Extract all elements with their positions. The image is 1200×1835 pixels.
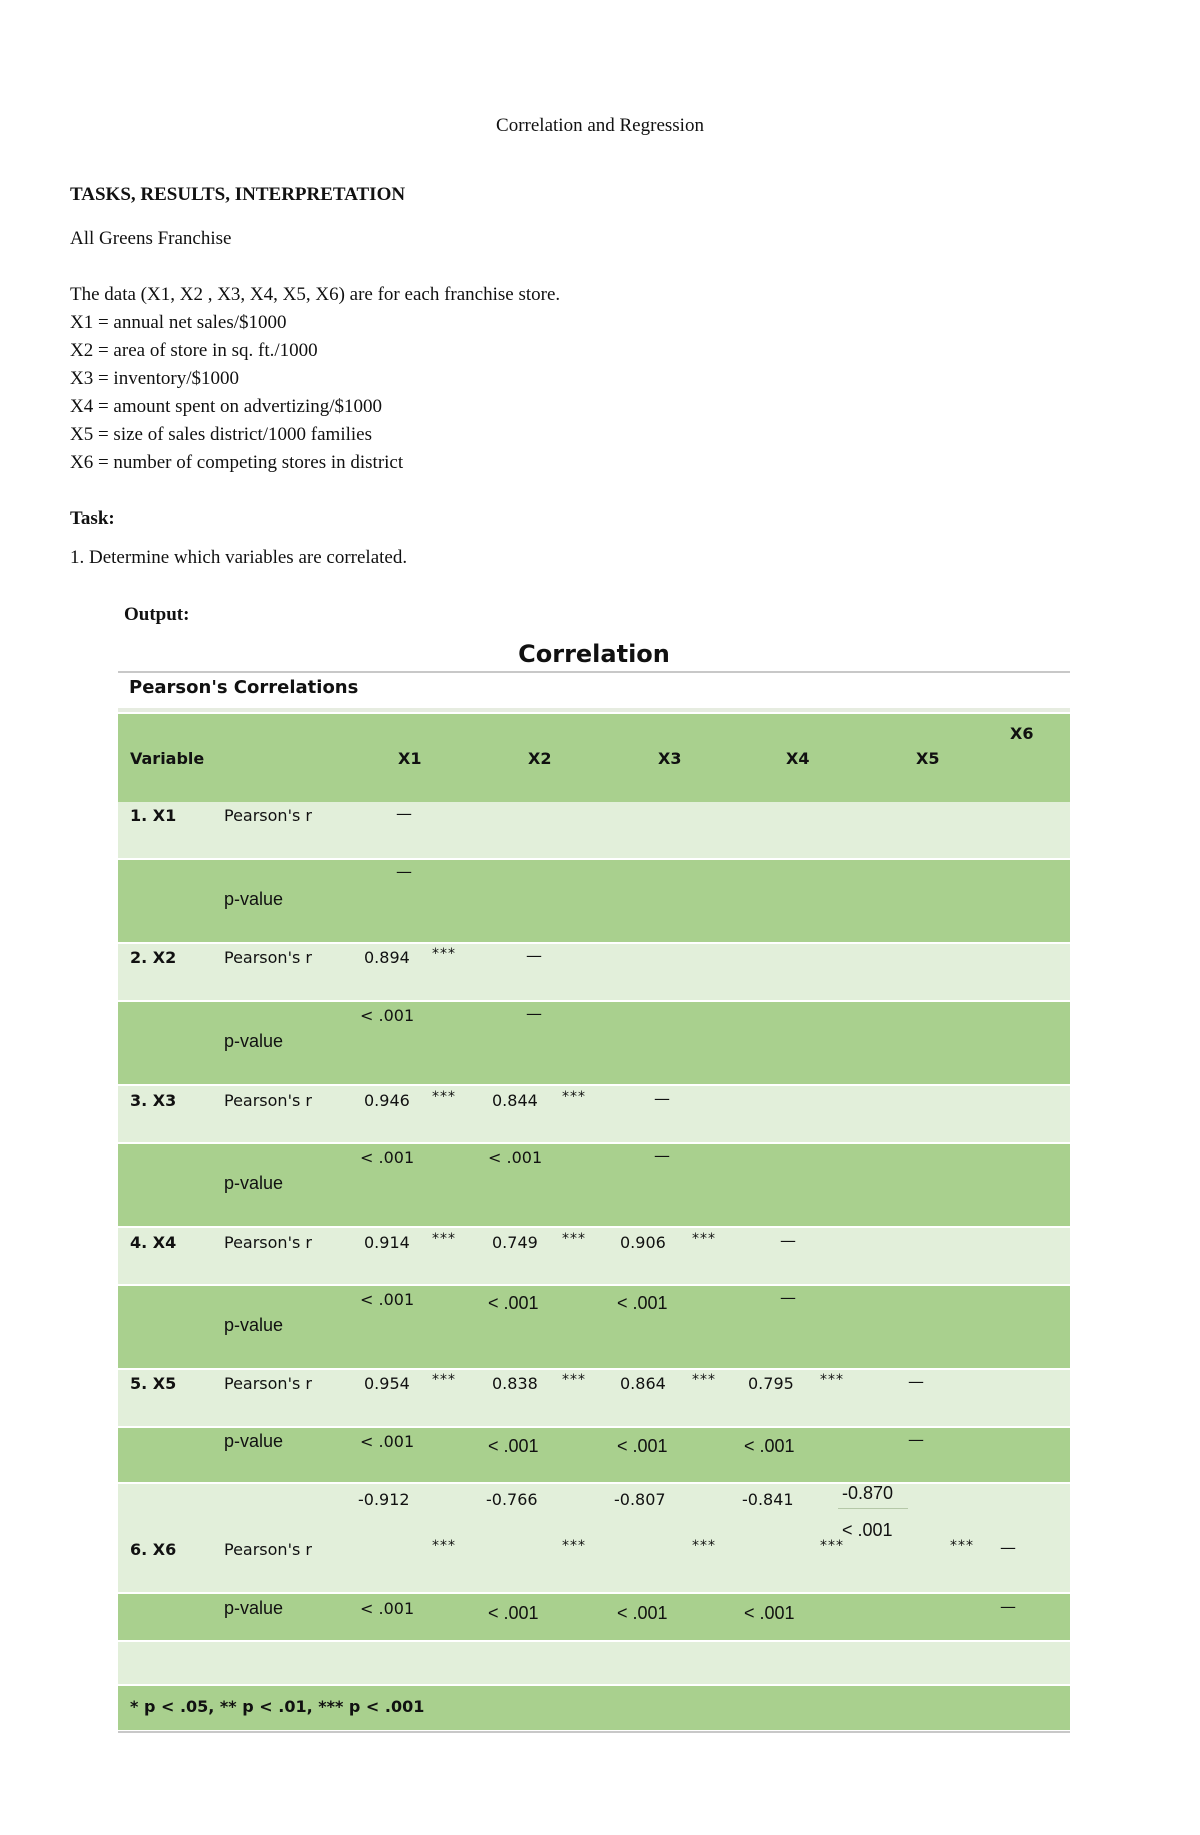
row-band bbox=[118, 1642, 1070, 1684]
output-label: Output: bbox=[124, 604, 190, 625]
section-heading: TASKS, RESULTS, INTERPRETATION bbox=[70, 184, 406, 205]
r-value: 0.838 bbox=[492, 1374, 538, 1393]
p-value: < .001 bbox=[360, 1148, 415, 1167]
dash-cell: — bbox=[1000, 1538, 1016, 1557]
task-item: 1. Determine which variables are correlated. bbox=[70, 547, 408, 568]
sig-stars: *** bbox=[692, 1372, 716, 1388]
stat-label-p: p-value bbox=[224, 1431, 284, 1451]
r-value: -0.870 bbox=[842, 1483, 894, 1503]
sig-stars: *** bbox=[820, 1538, 844, 1554]
r-value: 0.894 bbox=[364, 948, 410, 967]
task-label: Task: bbox=[70, 508, 115, 529]
p-value: < .001 bbox=[744, 1603, 795, 1623]
r-value: -0.912 bbox=[358, 1490, 410, 1509]
definition-x2: X2 = area of store in sq. ft./1000 bbox=[70, 340, 318, 361]
stat-label-r: Pearson's r bbox=[224, 1091, 312, 1110]
r-value: 0.749 bbox=[492, 1233, 538, 1252]
stat-label-p: p-value bbox=[224, 889, 284, 909]
r-value: 0.906 bbox=[620, 1233, 666, 1252]
row-label-x2: 2. X2 bbox=[130, 948, 177, 967]
sig-stars: *** bbox=[432, 1231, 456, 1247]
stat-label-p: p-value bbox=[224, 1031, 284, 1051]
table-subtitle: Pearson's Correlations bbox=[129, 677, 359, 698]
p-value: < .001 bbox=[488, 1148, 543, 1167]
dash-cell: — bbox=[780, 1231, 796, 1250]
row-label-x6: 6. X6 bbox=[130, 1540, 177, 1559]
p-value: < .001 bbox=[617, 1293, 668, 1313]
dash-cell: — bbox=[526, 1004, 542, 1023]
sig-stars: *** bbox=[432, 1372, 456, 1388]
r-value: -0.766 bbox=[486, 1490, 538, 1509]
document-title: Correlation and Regression bbox=[496, 115, 704, 136]
row-label-x3: 3. X3 bbox=[130, 1091, 177, 1110]
p-value: < .001 bbox=[617, 1603, 668, 1623]
row-label-x5: 5. X5 bbox=[130, 1374, 177, 1393]
p-value: < .001 bbox=[488, 1603, 539, 1623]
subtitle-divider bbox=[118, 708, 1070, 712]
p-value: < .001 bbox=[488, 1293, 539, 1313]
r-value: 0.864 bbox=[620, 1374, 666, 1393]
table-bottom-rule bbox=[118, 1731, 1070, 1733]
p-value: < .001 bbox=[744, 1436, 795, 1456]
row-band bbox=[118, 1484, 1070, 1592]
r-value: 0.844 bbox=[492, 1091, 538, 1110]
sig-stars: *** bbox=[692, 1231, 716, 1247]
r-value: -0.841 bbox=[742, 1490, 794, 1509]
header-x4: X4 bbox=[786, 749, 810, 768]
table-footnote: * p < .05, ** p < .01, *** p < .001 bbox=[130, 1697, 425, 1716]
p-value: < .001 bbox=[360, 1006, 415, 1025]
header-x1: X1 bbox=[398, 749, 422, 768]
sig-stars: *** bbox=[562, 1372, 586, 1388]
sig-stars: *** bbox=[820, 1372, 844, 1388]
stat-label-r: Pearson's r bbox=[224, 1374, 312, 1393]
p-value: < .001 bbox=[617, 1436, 668, 1456]
stat-label-r: Pearson's r bbox=[224, 1540, 312, 1559]
r-value: 0.795 bbox=[748, 1374, 794, 1393]
sub-heading: All Greens Franchise bbox=[70, 228, 232, 249]
stat-label-r: Pearson's r bbox=[224, 948, 312, 967]
definition-x3: X3 = inventory/$1000 bbox=[70, 368, 240, 389]
sig-stars: *** bbox=[432, 1538, 456, 1554]
sig-stars: *** bbox=[562, 1089, 586, 1105]
intro-text: The data (X1, X2 , X3, X4, X5, X6) are for each franchise store. bbox=[70, 284, 561, 305]
dash-cell: — bbox=[654, 1089, 670, 1108]
dash-cell: — bbox=[396, 804, 412, 823]
cell-divider bbox=[838, 1508, 908, 1509]
dash-cell: — bbox=[1000, 1597, 1016, 1616]
r-value: 0.914 bbox=[364, 1233, 410, 1252]
stat-label-r: Pearson's r bbox=[224, 806, 312, 825]
dash-cell: — bbox=[654, 1146, 670, 1165]
stat-label-p: p-value bbox=[224, 1598, 284, 1618]
p-value: < .001 bbox=[360, 1599, 415, 1618]
sig-stars: *** bbox=[562, 1231, 586, 1247]
dash-cell: — bbox=[780, 1288, 796, 1307]
header-x5: X5 bbox=[916, 749, 940, 768]
dash-cell: — bbox=[908, 1372, 924, 1391]
stat-label-p: p-value bbox=[224, 1173, 284, 1193]
dash-cell: — bbox=[526, 946, 542, 965]
p-value: < .001 bbox=[488, 1436, 539, 1456]
title-divider bbox=[118, 671, 1070, 673]
definition-x5: X5 = size of sales district/1000 families bbox=[70, 424, 372, 445]
header-x6: X6 bbox=[1010, 724, 1034, 743]
header-x3: X3 bbox=[658, 749, 682, 768]
definition-x1: X1 = annual net sales/$1000 bbox=[70, 312, 287, 333]
sig-stars: *** bbox=[950, 1538, 974, 1554]
dash-cell: — bbox=[396, 862, 412, 881]
row-label-x1: 1. X1 bbox=[130, 806, 177, 825]
sig-stars: *** bbox=[432, 1089, 456, 1105]
stat-label-p: p-value bbox=[224, 1315, 284, 1335]
sig-stars: *** bbox=[432, 946, 456, 962]
r-value: 0.946 bbox=[364, 1091, 410, 1110]
sig-stars: *** bbox=[562, 1538, 586, 1554]
p-value: < .001 bbox=[360, 1432, 415, 1451]
header-x2: X2 bbox=[528, 749, 552, 768]
correlation-title: Correlation bbox=[518, 640, 670, 668]
r-value: -0.807 bbox=[614, 1490, 666, 1509]
definition-x6: X6 = number of competing stores in district bbox=[70, 452, 404, 473]
p-value: < .001 bbox=[842, 1520, 893, 1540]
p-value: < .001 bbox=[360, 1290, 415, 1309]
sig-stars: *** bbox=[692, 1538, 716, 1554]
header-variable: Variable bbox=[130, 749, 205, 768]
dash-cell: — bbox=[908, 1430, 924, 1449]
r-value: 0.954 bbox=[364, 1374, 410, 1393]
stat-label-r: Pearson's r bbox=[224, 1233, 312, 1252]
definition-x4: X4 = amount spent on advertizing/$1000 bbox=[70, 396, 383, 417]
row-label-x4: 4. X4 bbox=[130, 1233, 177, 1252]
